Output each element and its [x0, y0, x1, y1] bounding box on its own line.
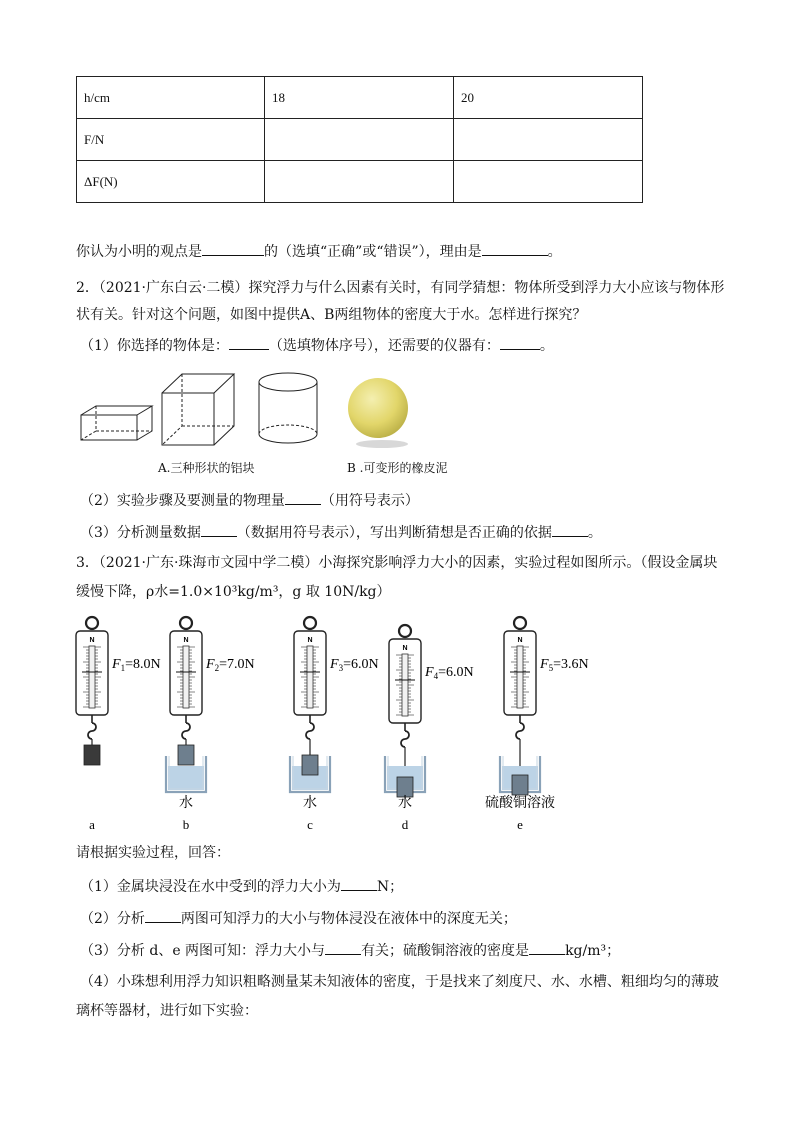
q2-part1 [80, 335, 554, 356]
scale-column [89, 646, 95, 708]
cylinder-block-bottom [259, 434, 317, 443]
scale-unit-label: N [307, 637, 313, 644]
force-reading: $F_1=8.0N$ [112, 657, 161, 673]
scale-unit-label: N [402, 645, 408, 652]
metal-block [512, 775, 528, 795]
answer-blank[interactable] [341, 876, 377, 891]
panel-letter: d [401, 817, 409, 832]
scale-unit-label: N [89, 637, 95, 644]
text: （数据用符号表示），写出判断猜想是否正确的依据 [236, 525, 552, 541]
scale-unit-label: N [517, 637, 523, 644]
liquid-label: 水 [398, 795, 412, 811]
metal-block [84, 745, 100, 765]
panel-letter: e [517, 817, 523, 832]
text: 的（选填“正确”或“错误”），理由是 [264, 244, 482, 260]
scale-ring [514, 617, 526, 629]
flat-block-hidden [81, 406, 96, 440]
text: （3）分析 d、e 两图可知：浮力大小与 [80, 943, 326, 959]
table-cell: 20 [454, 77, 643, 119]
q3-sub3 [80, 940, 620, 961]
spring-scale-e [485, 617, 589, 832]
spring-scale-d [385, 625, 474, 832]
text: kg/m³； [565, 943, 621, 959]
text: （选填物体序号），还需要的仪器有： [268, 338, 500, 354]
scale-column [307, 646, 313, 708]
scale-ring [399, 625, 411, 637]
force-reading: $F_4=6.0N$ [425, 665, 474, 681]
table-cell: 18 [265, 77, 454, 119]
table-cell [265, 119, 454, 161]
cube-block-front [162, 393, 214, 445]
q3-sub4-line1: （4）小珠想利用浮力知识粗略测量某未知液体的密度，于是找来了刻度尺、水、水槽、粗细均匀的薄玻 [80, 974, 719, 990]
text: （1）你选择的物体是： [80, 338, 229, 354]
cylinder-block-top [259, 373, 317, 391]
q2-part2 [80, 490, 419, 511]
q2-stem-line1: 2．（2021·广东白云·二模）探究浮力与什么因素有关时，有同学猜想：物体所受到浮力大小应该与物体形 [76, 280, 725, 296]
text: （2）分析 [80, 911, 145, 927]
scale-ring [180, 617, 192, 629]
aluminum-blocks-figure [76, 368, 476, 448]
text: 。 [539, 338, 554, 354]
scale-hook [88, 723, 96, 739]
clay-ball [348, 378, 408, 438]
q3-sub2 [80, 908, 517, 929]
text: N； [376, 879, 404, 895]
scale-column [517, 646, 523, 708]
liquid-label: 水 [303, 795, 317, 811]
q1-conclusion-line [76, 241, 562, 262]
force-reading: $F_5=3.6N$ [540, 657, 589, 673]
scale-hook [401, 731, 409, 747]
text: （1）金属块浸没在水中受到的浮力大小为 [80, 879, 341, 895]
cube-block-side [214, 374, 234, 445]
q3-sub4-line2: 璃杯等器材，进行如下实验： [76, 1003, 258, 1019]
measurement-table [76, 76, 643, 203]
text: （用符号表示） [320, 493, 419, 509]
q3-prompt: 请根据实验过程，回答： [76, 845, 230, 861]
flat-block-top [81, 406, 152, 415]
q3-stem-line1: 3．（2021·广东·珠海市文园中学二模）小海探究影响浮力大小的因素，实验过程如图所示。（假设金属块 [76, 555, 718, 571]
metal-block [302, 755, 318, 775]
q3-sub1 [80, 876, 403, 897]
answer-blank[interactable] [202, 241, 264, 256]
metal-block [397, 777, 413, 797]
answer-blank[interactable] [201, 522, 237, 537]
scale-unit-label: N [183, 637, 189, 644]
answer-blank[interactable] [482, 241, 548, 256]
panel-letter: b [182, 817, 190, 832]
flat-block-front [81, 415, 137, 440]
text: （3）分析测量数据 [80, 525, 201, 541]
ball-shadow [356, 440, 408, 448]
answer-blank[interactable] [500, 335, 540, 350]
panel-letter: c [307, 817, 313, 832]
spring-scale-c [290, 617, 379, 832]
table-cell [454, 119, 643, 161]
table-row [77, 119, 643, 161]
force-reading: $F_3=6.0N$ [330, 657, 379, 673]
table-row [77, 161, 643, 203]
table-cell: ΔF(N) [77, 161, 265, 203]
spring-scale-figure [70, 608, 610, 838]
table-cell: h/cm [77, 77, 265, 119]
table-row [77, 77, 643, 119]
q2-stem-line2: 状有关。针对这个问题，如图中提供A、B两组物体的密度大于水。怎样进行探究？ [76, 307, 587, 323]
answer-blank[interactable] [325, 940, 361, 955]
liquid-label: 水 [179, 795, 193, 811]
cube-block-top [162, 374, 234, 393]
answer-blank[interactable] [285, 490, 321, 505]
scale-hook [306, 723, 314, 739]
answer-blank[interactable] [552, 522, 588, 537]
answer-blank[interactable] [145, 908, 181, 923]
text: 有关；硫酸铜溶液的密度是 [361, 943, 530, 959]
table-cell [265, 161, 454, 203]
table-cell: F/N [77, 119, 265, 161]
text: 你认为小明的观点是 [76, 244, 202, 260]
liquid-label: 硫酸铜溶液 [485, 795, 555, 811]
scale-hook [516, 723, 524, 739]
answer-blank[interactable] [529, 940, 565, 955]
q2-part3 [80, 522, 602, 543]
caption-a: A.三种形状的铝块 [158, 461, 255, 475]
caption-b: B .可变形的橡皮泥 [347, 461, 448, 475]
table-cell [454, 161, 643, 203]
answer-blank[interactable] [229, 335, 269, 350]
panel-letter: a [89, 817, 95, 832]
flat-block-side [137, 406, 152, 440]
text: 两图可知浮力的大小与物体浸没在液体中的深度无关； [180, 911, 517, 927]
text: （2）实验步骤及要测量的物理量 [80, 493, 285, 509]
text: 。 [587, 525, 602, 541]
q3-stem-line2: 缓慢下降，ρ水=1.0×10³kg/m³，g 取 10N/kg） [76, 584, 391, 600]
spring-scale-a [76, 617, 161, 832]
liquid [168, 766, 204, 790]
scale-ring [86, 617, 98, 629]
scale-hook [182, 723, 190, 739]
spring-scale-b [166, 617, 255, 832]
metal-block [178, 745, 194, 765]
text: 。 [547, 244, 562, 260]
scale-column [183, 646, 189, 708]
force-reading: $F_2=7.0N$ [206, 657, 255, 673]
scale-ring [304, 617, 316, 629]
scale-column [402, 654, 408, 716]
